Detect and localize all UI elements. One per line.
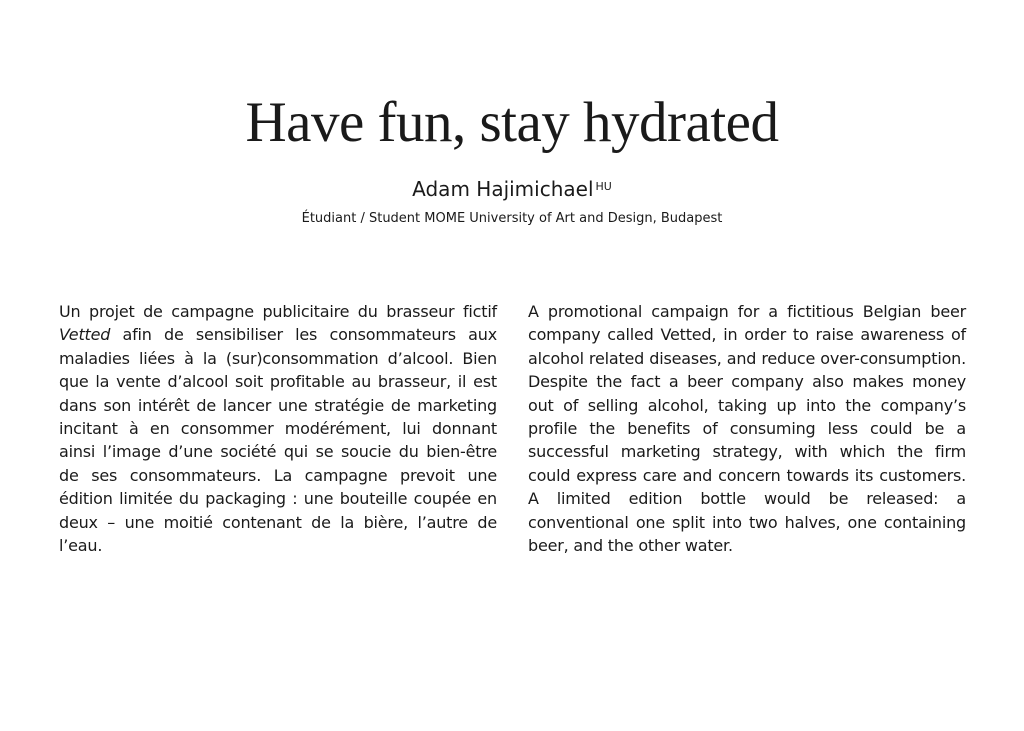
english-text-column: A promotional campaign for a fictitious Belgian beer company called Vetted, in order to raise awareness of alcohol related diseases, and reduce over-consumption. Despite the fact a beer company also makes money out of selling alcohol, taking up into the company’s profile the benefits of consuming less could be a successful marketing strategy, with which the firm could express care and concern towards its customers. A limited edition bottle would be released: a conventional one split into two halves, one containing beer, and the other water. — [528, 302, 966, 556]
author-affiliation: Étudiant / Student MOME University of Art and Design, Budapest — [301, 211, 723, 226]
french-text-part2: afin de sensibiliser les consommateurs aux maladies liées à la (sur)consommation d’alcool. Bien que la vente d’alcool soit profitable au brasseur, il est dans son intérêt de lancer une stratégie de marketing incitant à en consommer modérément, lui donnant ainsi l’image d’une société qui se soucie du bien-être de ses consommateurs. La campagne prevoit une édition limitée du packaging : une bouteille coupée en deux – une moitié contenant de la bière, l’autre de l’eau. — [59, 325, 497, 556]
author-name: Adam Hajimichael — [412, 177, 594, 201]
french-text-column — [59, 300, 497, 557]
french-text-part1: Un projet de campagne publicitaire du brasseur fictif — [59, 302, 497, 321]
author-line — [0, 176, 1024, 202]
author-country: HU — [595, 180, 612, 193]
brand-name: Vetted — [59, 325, 111, 345]
page-title: Have fun, stay hydrated — [245, 91, 779, 154]
